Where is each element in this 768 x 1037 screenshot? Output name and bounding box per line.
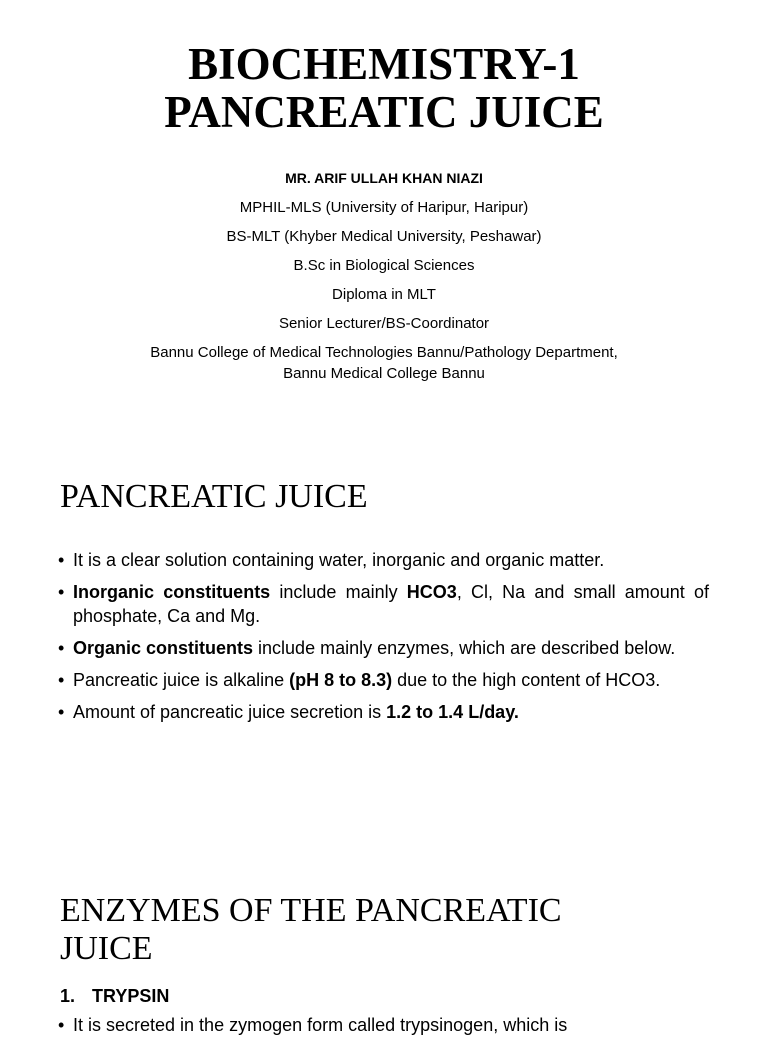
bullet-item: • Amount of pancreatic juice secretion is 1.2 to 1.4 L/day. [58, 700, 709, 724]
subheading-number: 1. [60, 986, 76, 1006]
subheading-trypsin [60, 984, 169, 1008]
document-title [0, 40, 768, 136]
credential-line: Senior Lecturer/BS-Coordinator [278, 315, 490, 332]
title-line-2: PANCREATIC JUICE [164, 87, 604, 137]
author-institution: Bannu College of Medical Technologies Bannu/Pathology Department, Bannu Medical College Bannu [150, 344, 618, 382]
credential-line: MPHIL-MLS (University of Haripur, Haripur) [239, 199, 529, 216]
bullet-item: • Pancreatic juice is alkaline (pH 8 to 8.3) due to the high content of HCO3. [58, 668, 709, 692]
credential-line: B.Sc in Biological Sciences [293, 257, 475, 274]
section-heading-enzymes-line-1: ENZYMES OF THE PANCREATIC [60, 892, 562, 929]
credential-line: BS-MLT (Khyber Medical University, Peshawar) [226, 228, 542, 245]
author-block [0, 164, 768, 384]
title-line-1: BIOCHEMISTRY-1 [188, 39, 580, 89]
bullet-item: • Inorganic constituents include mainly HCO3, Cl, Na and small amount of phosphate, Ca and Mg. [58, 580, 709, 628]
section-heading-pancreatic-juice: PANCREATIC JUICE [60, 478, 368, 515]
section-heading-enzymes-line-2: JUICE [60, 930, 153, 967]
bullet-item-cut-off: • It is secreted in the zymogen form called trypsinogen, which is [58, 1013, 724, 1037]
section-heading-enzymes [60, 892, 562, 968]
bullet-item: • Organic constituents include mainly enzymes, which are described below. [58, 636, 709, 660]
author-name: MR. ARIF ULLAH KHAN NIAZI [285, 170, 483, 186]
bullet-item: • It is a clear solution containing water, inorganic and organic matter. [58, 548, 709, 572]
pancreatic-juice-bullet-list [58, 548, 709, 732]
subheading-text: TRYPSIN [92, 986, 170, 1006]
credential-line: Diploma in MLT [332, 286, 436, 303]
